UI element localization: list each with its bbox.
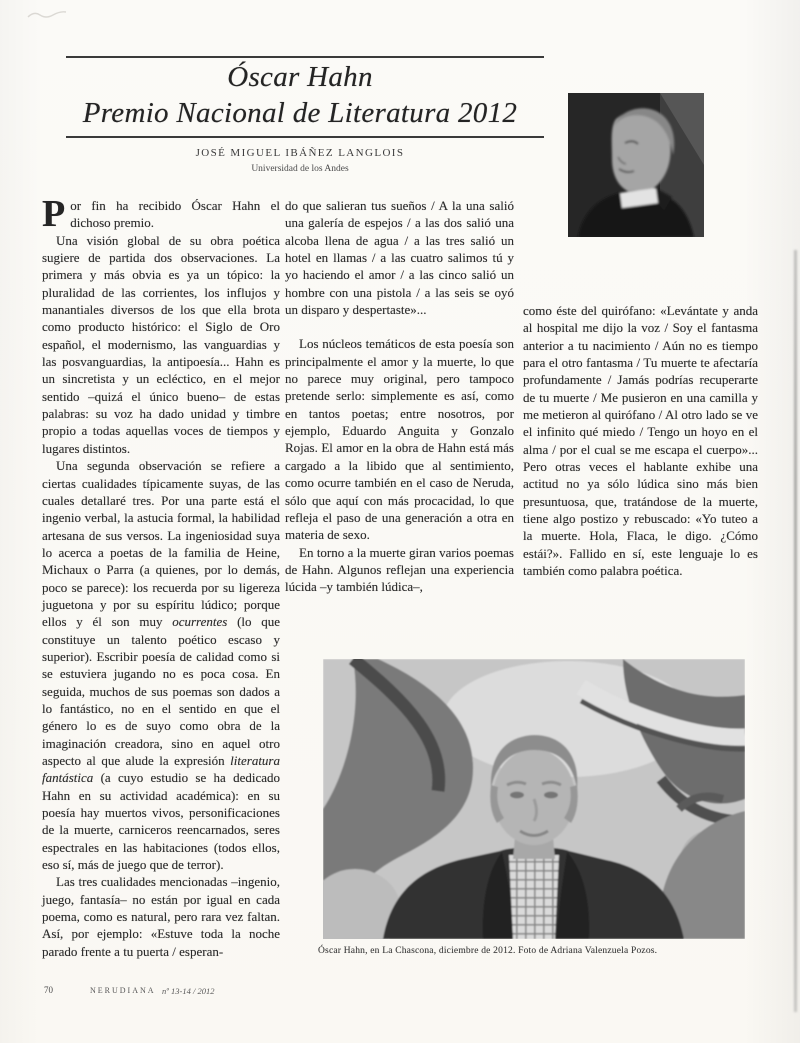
photo-caption: Óscar Hahn, en La Chascona, diciembre de 2012. Foto de Adriana Valenzuela Pozos. — [318, 946, 658, 956]
title-rule-top — [66, 56, 544, 58]
page-title-line1: Óscar Hahn — [227, 61, 373, 93]
author-byline: JOSÉ MIGUEL IBÁÑEZ LANGLOIS — [195, 147, 405, 159]
article-paragraph: Por fin ha recibido Óscar Hahn el dichoso premio. — [42, 193, 280, 235]
article-paragraph: En torno a la muerte giran varios poemas de Hahn. Algunos reflejan una experiencia lúcida –y también lúdica–, — [285, 544, 514, 595]
article-paragraph: como éste del quirófano: «Levántate y anda al hospital me dijo la voz / Soy el fantasma anterior a tu nacimiento / Aún no es tiempo para el otro fantasma / Tu muerte te afectaría profundamente / Jamás podrías recuperarte de tu muerte / Me pusieron en una camilla y me metieron al quirófano / Al otro lado se ve el infinito qué miedo / Tengo un hoyo en el alma / por el cual se me escapa el cuerpo»... Pero otras veces el hablante exhibe una actitud no ya sólo lúdica sino más bien presuntuosa, que, tratándose de la muerte, tiene algo postizo y rebuscado: «Yo tuteo a la muerte. Hola, Flaca, le digo. ¿Cómo estái?». Fallido en sí, este lenguaje lo es también como palabra poética. — [523, 303, 758, 579]
article-column-3 — [523, 302, 758, 580]
title-rule-bottom — [66, 136, 544, 138]
drop-cap: P — [42, 193, 66, 235]
footer-issue-number: nº 13-14 / 2012 — [162, 986, 215, 996]
portrait-photo-art — [568, 93, 704, 237]
page-footer — [0, 985, 320, 999]
article-paragraph: do que salieran tus sueños / A la una salió una galería de espejos / a las dos salió una alcoba llena de agua / a las tres salió un hotel en llamas / a las cuatro salimos tú y yo haciendo el amor / a las cinco salió un hombre con una pistola / a las seis se oyó un disparo y despertaste»... — [285, 198, 514, 318]
page-title-line2: Premio Nacional de Literatura 2012 — [82, 97, 518, 129]
article-column-2 — [285, 197, 514, 596]
author-portrait-photo — [568, 93, 704, 237]
article-paragraph: Las tres cualidades mencionadas –ingenio, juego, fantasía– no están por igual en cada poema, como es natural, pero rara vez faltan. Así, por ejemplo: «Estuve toda la noche parado frente a tu puerta / esperan- — [42, 874, 280, 959]
article-paragraph: Los núcleos temáticos de esta poesía son principalmente el amor y la muerte, lo que no parece muy original, pero tampoco pretende serlo: simplemente es así, como en tantos poetas; entre nosotros, por ejemplo, Eduardo Anguita y Gonzalo Rojas. El amor en la obra de Hahn está más cargado a la libido que al sentimiento, como ocurre también en el caso de Neruda, sólo que aquí con más procacidad, lo que refleja el paso de una generación a otra en materia de sexo. — [285, 336, 514, 543]
pencil-mark-squiggle — [26, 8, 72, 22]
main-photo-art — [323, 659, 745, 939]
article-paragraph: Una segunda observación se refiere a ciertas cualidades típicamente suyas, de las cuales detallaré tres. Por una parte está el ingenio verbal, la astucia formal, la habilidad artesana de sus versos. La ingeniosidad suya lo acerca a poetas de la familia de Heine, Michaux o Parra (a quienes, por lo demás, poco se parece): los recuerda por su ligereza juguetona y por su espíritu lúdico; porque ellos y él son muy ocurrentes (lo que constituye un talento poético escaso y superior). Escribir poesía de calidad como si se estuviera jugando no es poca cosa. En seguida, muchos de sus poemas son dados a lo fantástico, no en el sentido en que el género lo es de suyo como obra de la imaginación creadora, sino en aquel otro aspecto al que alude la expresión literatura fantástica (a cuyo estudio se ha dedicado Hahn en su actividad académica): en su poesía hay muertos vivos, personificaciones de la muerte, carniceros reencarnados, seres espectrales en las habitaciones (todos ellos, eso sí, más de juego que de terror). — [42, 458, 280, 873]
author-affiliation: Universidad de los Andes — [251, 164, 349, 174]
article-paragraph: Una visión global de su obra poética sugiere de partida dos observaciones. La primera y más obvia es ya un tópico: la pluralidad de las corrientes, los influjos y manantiales diversos de los que ella brota como producto histórico: el Siglo de Oro español, el modernismo, las vanguardias y las posvanguardias, la antipoesía... Hahn es un sincretista y un ecléctico, en el mejor sentido –quizá el único bueno– de estas palabras: su voz ha dado unidad y timbre propio a todas aquellas voces de tiempos y lugares distintos. — [42, 232, 280, 456]
footer-journal-name: NERUDIANA — [90, 986, 156, 995]
scan-edge-shadow — [794, 250, 797, 1012]
pencil-mark — [26, 8, 72, 27]
article-column-1 — [42, 193, 280, 960]
footer-page-number: 70 — [44, 985, 53, 995]
main-photo — [323, 659, 745, 939]
